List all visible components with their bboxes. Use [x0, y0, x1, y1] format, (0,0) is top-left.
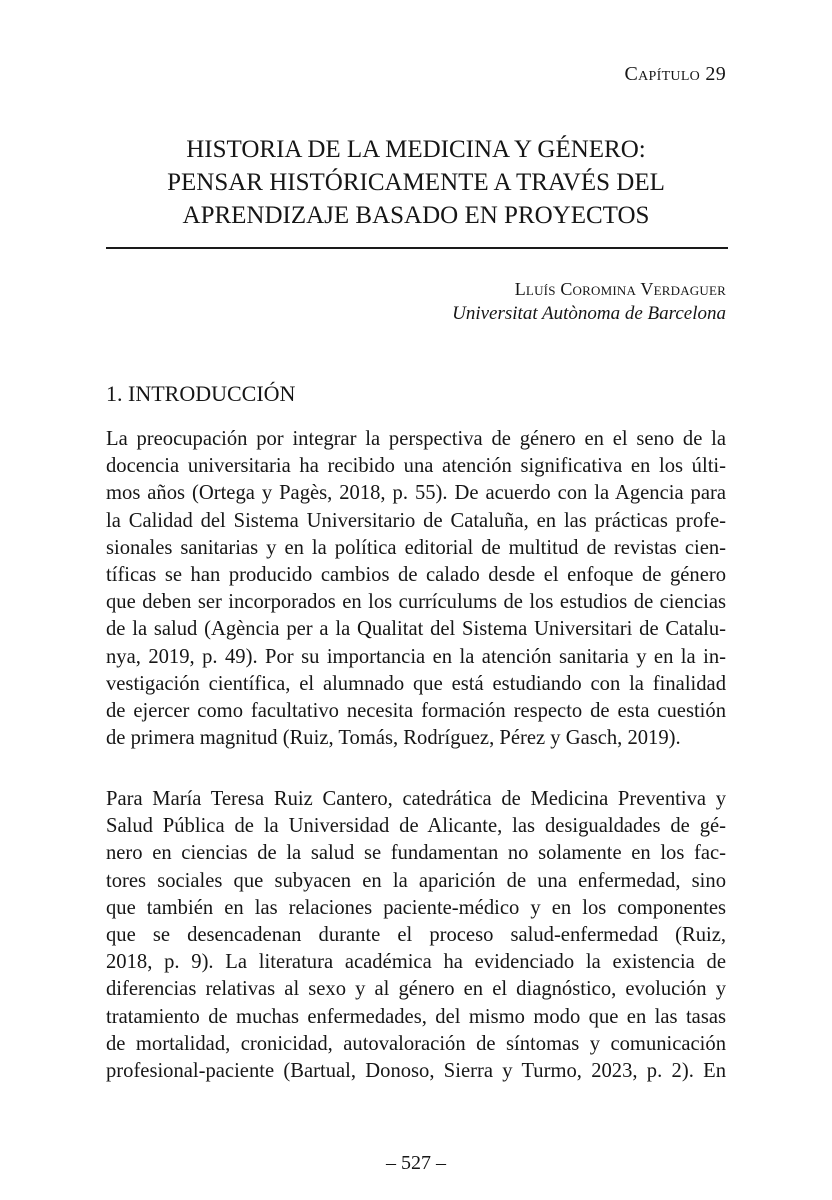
chapter-title-line: HISTORIA DE LA MEDICINA Y GÉNERO:: [186, 136, 646, 163]
text-line: de mortalidad, cronicidad, autovaloración de síntomas y comunicación: [106, 1032, 726, 1055]
text-line: docencia universitaria ha recibido una atención significativa en los últi-: [106, 455, 726, 478]
author-affiliation: Universitat Autònoma de Barcelona: [452, 303, 726, 324]
chapter-title: [106, 133, 726, 232]
paragraph: [106, 426, 726, 752]
author-name: Lluís Coromina Verdaguer: [514, 279, 726, 299]
text-line: tores sociales que subyacen en la aparición de una enfermedad, sino: [106, 869, 726, 892]
chapter-label: Capítulo 29: [624, 63, 726, 85]
text-line: 2018, p. 9). La literatura académica ha evidenciado la existencia de: [106, 951, 726, 974]
chapter-title-line: PENSAR HISTÓRICAMENTE A TRAVÉS DEL: [167, 169, 665, 196]
page-number: – 527 –: [386, 1152, 446, 1174]
text-line: nero en ciencias de la salud se fundamentan no solamente en los fac-: [106, 842, 726, 865]
text-line: de primera magnitud (Ruiz, Tomás, Rodríguez, Pérez y Gasch, 2019).: [106, 727, 681, 750]
text-line: profesional-paciente (Bartual, Donoso, Sierra y Turmo, 2023, p. 2). En: [106, 1060, 726, 1083]
text-line: Para María Teresa Ruiz Cantero, catedrática de Medicina Preventiva y: [106, 788, 726, 810]
text-line: tratamiento de muchas enfermedades, del mismo modo que en las tasas: [106, 1005, 726, 1028]
title-divider: [106, 247, 728, 249]
chapter-title-line: APRENDIZAJE BASADO EN PROYECTOS: [182, 202, 650, 229]
paragraph: [106, 786, 726, 1085]
section-heading: 1. INTRODUCCIÓN: [106, 381, 296, 406]
text-line: que se desencadenan durante el proceso salud-enfermedad (Ruiz,: [106, 924, 726, 947]
text-line: La preocupación por integrar la perspectiva de género en el seno de la: [106, 428, 726, 450]
text-line: Salud Pública de la Universidad de Alicante, las desigualdades de gé-: [106, 815, 726, 838]
text-line: nya, 2019, p. 49). Por su importancia en la atención sanitaria y en la in-: [106, 645, 726, 668]
text-line: sionales sanitarias y en la política editorial de multitud de revistas cien-: [106, 536, 726, 559]
text-line: de la salud (Agència per a la Qualitat del Sistema Universitari de Catalu-: [106, 618, 726, 641]
text-line: que deben ser incorporados en los currículums de los estudios de ciencias: [106, 591, 726, 614]
text-line: que también en las relaciones paciente-médico y en los componentes: [106, 896, 726, 919]
text-line: mos años (Ortega y Pagès, 2018, p. 55). De acuerdo con la Agencia para: [106, 482, 726, 505]
text-line: de ejercer como facultativo necesita formación respecto de esta cuestión: [106, 700, 726, 723]
text-line: diferencias relativas al sexo y al género en el diagnóstico, evolución y: [106, 978, 726, 1001]
text-line: tíficas se han producido cambios de calado desde el enfoque de género: [106, 564, 726, 587]
text-line: la Calidad del Sistema Universitario de Cataluña, en las prácticas profe-: [106, 509, 726, 532]
text-line: vestigación científica, el alumnado que está estudiando con la finalidad: [106, 672, 726, 695]
